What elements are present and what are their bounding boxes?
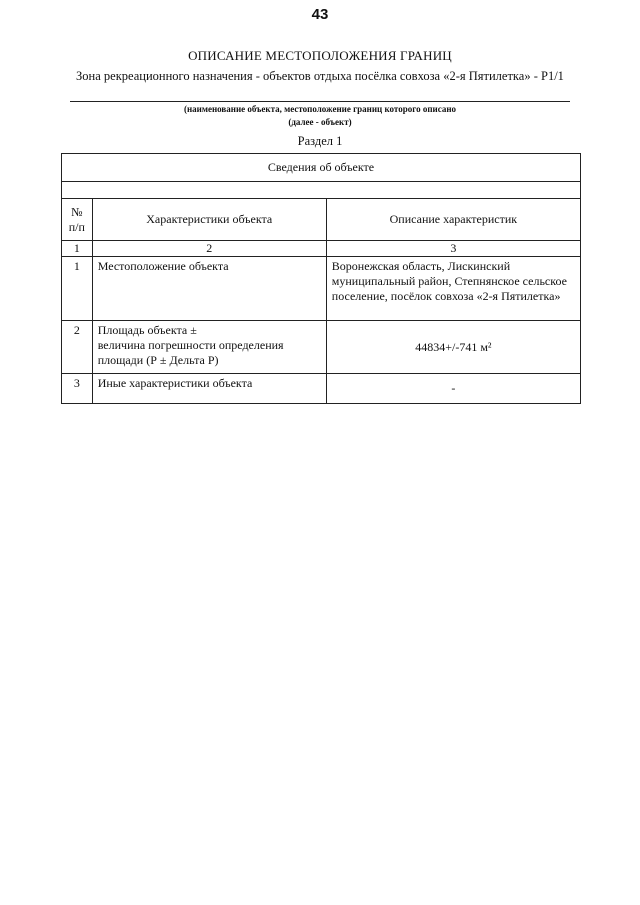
row-1-description: Воронежская область, Лискинский муниципальный район, Степнянское сельское поселение, посёлок совхоза «2-я Пятилетка» [326,257,580,321]
header-characteristic: Характеристики объекта [92,199,326,241]
table-spacer-cell [62,182,581,199]
row-2-description: 44834+/-741 м² [326,321,580,374]
column-number-2: 2 [92,241,326,257]
caption-line-2: (далее - объект) [288,117,352,127]
object-name-caption [0,103,640,129]
row-2-characteristic-line-2: величина погрешности определения площади (Р ± Дельта Р) [97,338,284,367]
column-number-1: 1 [62,241,93,257]
column-number-3: 3 [326,241,580,257]
table-title: Сведения об объекте [62,154,581,182]
document-title: ОПИСАНИЕ МЕСТОПОЛОЖЕНИЯ ГРАНИЦ [188,48,452,63]
table-header-row [62,199,581,241]
page-number: 43 [311,6,329,23]
row-2-num: 2 [62,321,93,374]
row-1-characteristic: Местоположение объекта [92,257,326,321]
section-heading: Раздел 1 [297,134,343,148]
table-row [62,374,581,404]
table-spacer-row [62,182,581,199]
column-number-row [62,241,581,257]
row-3-description: - [326,374,580,404]
object-info-table [61,153,581,404]
row-2-characteristic-line-1: Площадь объекта ± [97,323,197,337]
row-2-characteristic [92,321,326,374]
caption-line-1: (наименование объекта, местоположение границ которого описано [183,104,457,114]
row-1-num: 1 [62,257,93,321]
header-num: № п/п [62,199,93,241]
table-title-row [62,154,581,182]
table-row [62,257,581,321]
row-3-num: 3 [62,374,93,404]
table-row [62,321,581,374]
row-3-characteristic: Иные характеристики объекта [92,374,326,404]
header-description: Описание характеристик [326,199,580,241]
title-underline [70,101,570,102]
object-name: Зона рекреационного назначения - объектов отдыха посёлка совхоза «2-я Пятилетка» - Р1/1 [76,69,564,83]
